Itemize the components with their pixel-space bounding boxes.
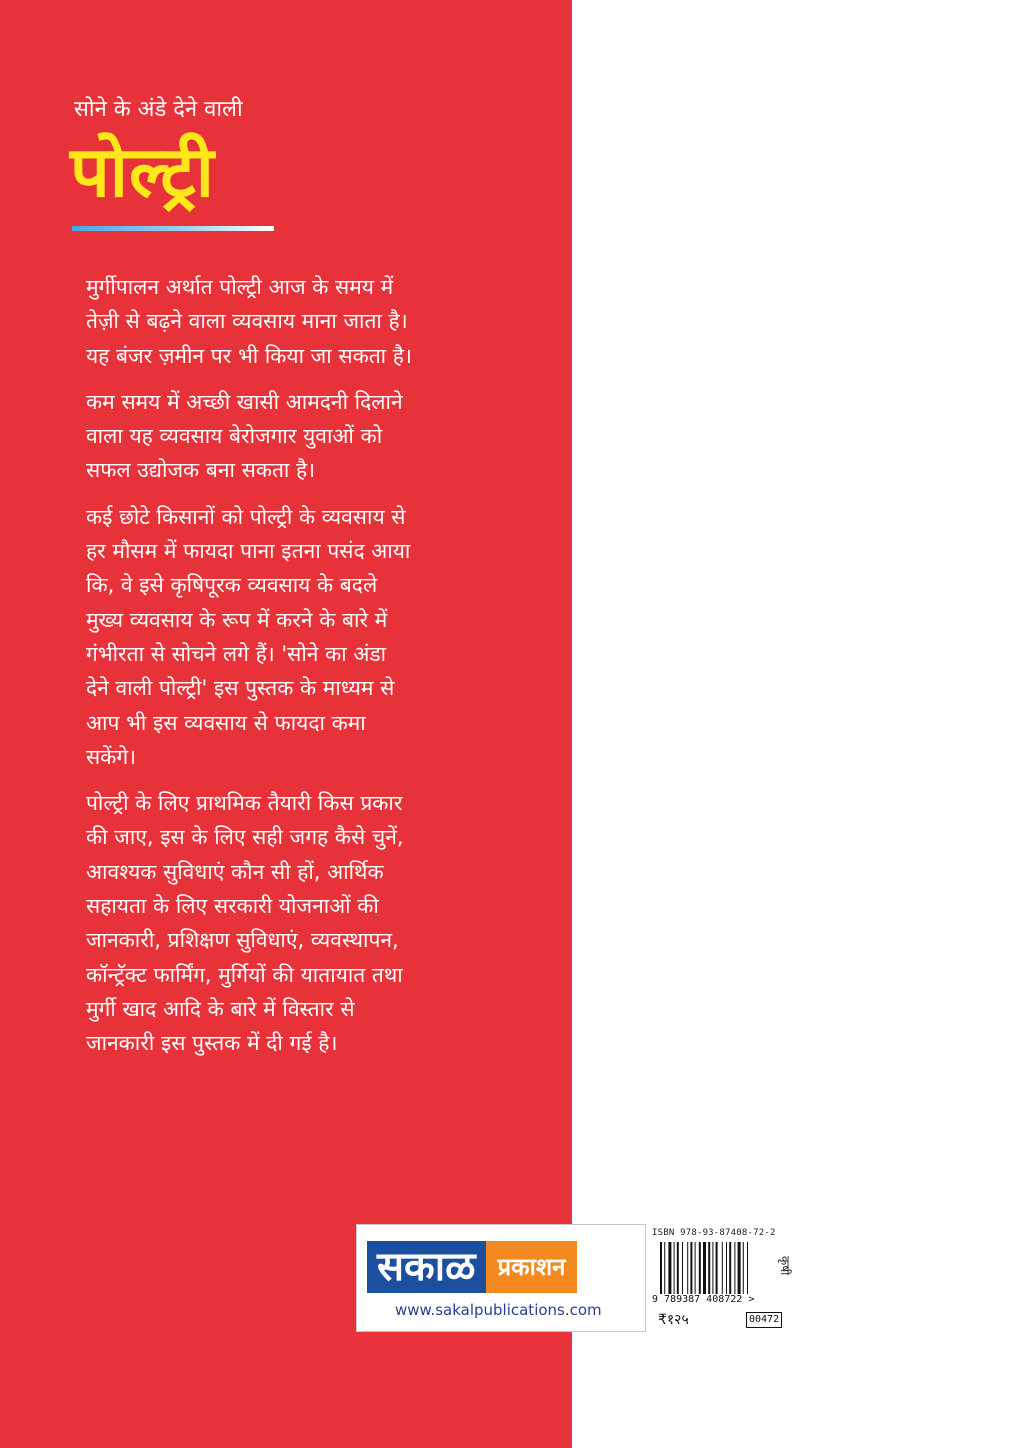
blurb-line: मुख्य व्यवसाय के रूप में करने के बारे में bbox=[86, 607, 388, 632]
publisher-website: www.sakalpublications.com bbox=[395, 1301, 602, 1319]
blurb-paragraph-2 bbox=[86, 385, 556, 488]
blurb-line: आप भी इस व्यवसाय से फायदा कमा bbox=[86, 710, 366, 735]
barcode-digits: 9 789387 408722 > bbox=[652, 1294, 755, 1305]
price-label: ₹१२५ bbox=[658, 1312, 689, 1328]
blurb-line: सफल उद्योजक बना सकता है। bbox=[86, 458, 316, 483]
blurb-line: मुर्गीपालन अर्थात पोल्ट्री आज के समय में bbox=[86, 275, 394, 299]
publisher-logo-sub: प्रकाशन bbox=[486, 1241, 578, 1293]
blurb-line: सकेंगे। bbox=[86, 744, 137, 769]
blurb-line: हर मौसम में फायदा पाना इतना पसंद आया bbox=[86, 539, 411, 564]
barcode-area bbox=[652, 1228, 786, 1332]
category-label: कृषी bbox=[778, 1256, 792, 1276]
blurb-line: मुर्गी खाद आदि के बारे में विस्तार से bbox=[86, 996, 355, 1021]
blurb-paragraph-4 bbox=[86, 786, 556, 1060]
barcode-bars bbox=[660, 1242, 770, 1294]
publisher-logo bbox=[367, 1241, 577, 1293]
blurb-line: सहायता के लिए सरकारी योजनाओं की bbox=[86, 894, 379, 919]
book-subtitle: सोने के अंडे देने वाली bbox=[74, 97, 243, 122]
blurb-line: आवश्यक सुविधाएं कौन सी हों, आर्थिक bbox=[86, 859, 384, 884]
publisher-box bbox=[356, 1224, 646, 1332]
blurb-line: तेज़ी से बढ़ने वाला व्यवसाय माना जाता है। bbox=[86, 309, 408, 334]
title-underline bbox=[72, 226, 274, 231]
blurb-line: वाला यह व्यवसाय बेरोजगार युवाओं को bbox=[86, 424, 383, 449]
blurb-line: कई छोटे किसानों को पोल्ट्री के व्यवसाय से bbox=[86, 504, 406, 529]
publisher-logo-main: सकाळ bbox=[367, 1241, 486, 1293]
blurb-line: जानकारी इस पुस्तक में दी गई है। bbox=[86, 1031, 338, 1056]
blurb-paragraph-3 bbox=[86, 500, 556, 774]
blurb-line: जानकारी, प्रशिक्षण सुविधाएं, व्यवस्थापन, bbox=[86, 928, 399, 953]
blurb-line: यह बंजर ज़मीन पर भी किया जा सकता है। bbox=[86, 343, 412, 368]
blurb-paragraph-1 bbox=[86, 270, 556, 373]
blurb-line: गंभीरता से सोचने लगे हैं। 'सोने का अंडा bbox=[86, 641, 387, 666]
blurb-line: पोल्ट्री के लिए प्राथमिक तैयारी किस प्रकार bbox=[86, 791, 403, 816]
blurb-line: कि, वे इसे कृषिपूरक व्यवसाय के बदले bbox=[86, 573, 378, 598]
isbn-text: ISBN 978-93-87408-72-2 bbox=[652, 1228, 776, 1238]
blurb-text bbox=[86, 270, 556, 1073]
product-code: 00472 bbox=[746, 1312, 782, 1328]
blurb-line: की जाए, इस के लिए सही जगह कैसे चुनें, bbox=[86, 825, 404, 850]
book-title: पोल्ट्री bbox=[70, 131, 215, 213]
blurb-line: कम समय में अच्छी खासी आमदनी दिलाने bbox=[86, 389, 403, 414]
blurb-line: कॉन्ट्रॅक्ट फार्मिंग, मुर्गियों की यातायात तथा bbox=[86, 962, 403, 987]
blurb-line: देने वाली पोल्ट्री' इस पुस्तक के माध्यम से bbox=[86, 676, 395, 701]
